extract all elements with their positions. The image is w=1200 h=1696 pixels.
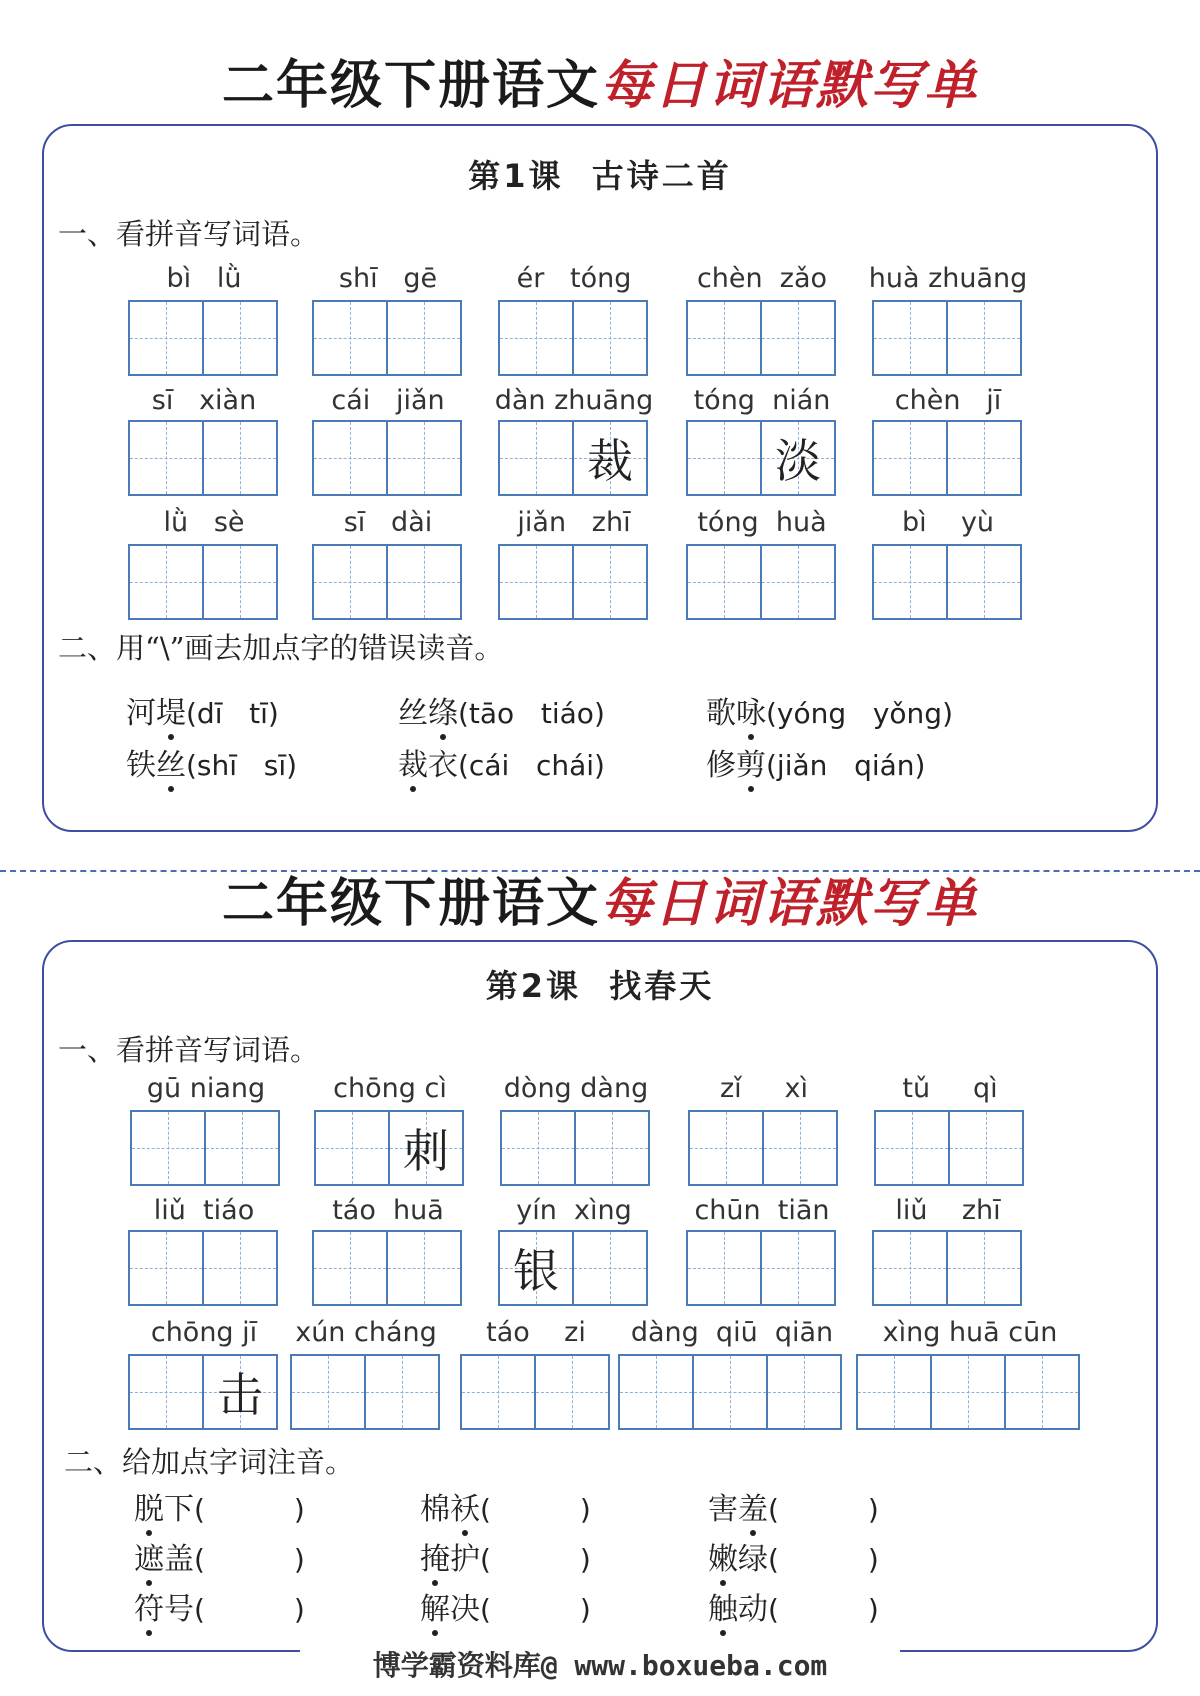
pinyin-label: sī xiàn (151, 385, 257, 416)
pinyin-answer[interactable]: ( ) (194, 1493, 305, 1526)
word-character: 下 (164, 1492, 194, 1527)
writing-cell[interactable] (204, 1110, 280, 1186)
exercise-item (708, 1540, 879, 1580)
writing-cell[interactable] (498, 544, 574, 620)
pinyin-label: jiǎn zhī (517, 507, 631, 538)
writing-cell[interactable] (312, 1230, 388, 1306)
exercise-item (420, 1490, 591, 1530)
writing-cell[interactable] (498, 300, 574, 376)
page-title-2: 二年级下册语文每日词语默写单 (221, 874, 979, 934)
exercise-item (134, 1490, 305, 1530)
writing-cell[interactable] (202, 1354, 278, 1430)
writing-cell[interactable] (686, 420, 762, 496)
writing-cell[interactable] (760, 300, 836, 376)
writing-box-group (688, 1110, 836, 1186)
writing-cell[interactable] (686, 300, 762, 376)
exercise-item (420, 1540, 591, 1580)
writing-cell[interactable] (386, 420, 462, 496)
writing-box-group (500, 1110, 648, 1186)
pinyin-answer[interactable]: (jiǎn qián) (766, 749, 926, 782)
writing-cell[interactable] (202, 544, 278, 620)
writing-cell[interactable] (930, 1354, 1006, 1430)
pinyin-label: bì yù (901, 507, 995, 538)
filled-character: 刺 (403, 1124, 449, 1178)
exercise-item (134, 1540, 305, 1580)
word-character: 害 (708, 1492, 738, 1527)
lesson-2-section-2: 二、给加点字词注音。 (64, 1445, 355, 1479)
writing-cell[interactable] (202, 300, 278, 376)
writing-cell[interactable] (686, 544, 762, 620)
pinyin-label: dàng qiū qiān (630, 1317, 834, 1348)
dotted-character: 咏 (736, 694, 766, 734)
writing-cell[interactable] (692, 1354, 768, 1430)
word-character: 决 (450, 1592, 480, 1627)
pinyin-label: tóng nián (693, 385, 831, 416)
word-character: 丝 (398, 696, 428, 731)
writing-box-group (686, 544, 834, 620)
pinyin-answer[interactable]: (tāo tiáo) (458, 697, 605, 730)
writing-cell[interactable] (202, 420, 278, 496)
writing-box-group (128, 300, 276, 376)
writing-cell[interactable] (290, 1354, 366, 1430)
writing-box-group (498, 1230, 646, 1306)
writing-box-group (498, 300, 646, 376)
writing-box-group (128, 1230, 276, 1306)
writing-cell[interactable] (760, 1230, 836, 1306)
pinyin-label: gū niang (146, 1073, 266, 1104)
writing-cell[interactable] (312, 300, 388, 376)
word-character: 铁 (126, 748, 156, 783)
pinyin-answer[interactable]: ( ) (480, 1493, 591, 1526)
pinyin-label: chōng cì (333, 1073, 447, 1104)
writing-cell[interactable] (946, 420, 1022, 496)
dotted-character: 羞 (738, 1490, 768, 1530)
exercise-item (134, 1590, 305, 1630)
writing-cell[interactable] (762, 1110, 838, 1186)
exercise-item (398, 746, 605, 786)
writing-cell[interactable] (498, 1230, 574, 1306)
writing-box-group (312, 1230, 460, 1306)
writing-box-group (312, 300, 460, 376)
word-character: 盖 (164, 1542, 194, 1577)
page-title-1: 二年级下册语文每日词语默写单 (221, 56, 979, 116)
writing-cell[interactable] (202, 1230, 278, 1306)
writing-cell[interactable] (314, 1110, 390, 1186)
writing-box-group (314, 1110, 462, 1186)
word-character: 号 (164, 1592, 194, 1627)
writing-box-group (290, 1354, 438, 1430)
writing-cell[interactable] (130, 1110, 206, 1186)
word-character: 护 (450, 1542, 480, 1577)
lesson-2-section-1: 一、看拼音写词语。 (58, 1033, 320, 1067)
writing-cell[interactable] (688, 1110, 764, 1186)
dotted-character: 剪 (736, 746, 766, 786)
writing-cell[interactable] (386, 300, 462, 376)
writing-cell[interactable] (364, 1354, 440, 1430)
writing-cell[interactable] (766, 1354, 842, 1430)
writing-cell[interactable] (128, 420, 204, 496)
word-character: 修 (706, 748, 736, 783)
pinyin-answer[interactable]: (shī sī) (186, 749, 298, 782)
dotted-character: 遮 (134, 1540, 164, 1580)
pinyin-label: liǔ zhī (895, 1195, 1001, 1226)
writing-cell[interactable] (686, 1230, 762, 1306)
exercise-item (708, 1590, 879, 1630)
dotted-character: 脱 (134, 1490, 164, 1530)
pinyin-answer[interactable]: ( ) (768, 1593, 879, 1626)
writing-cell[interactable] (572, 300, 648, 376)
writing-cell[interactable] (872, 300, 948, 376)
exercise-item (126, 694, 279, 734)
writing-cell[interactable] (312, 544, 388, 620)
exercise-item (708, 1490, 879, 1530)
filled-character: 银 (513, 1244, 559, 1298)
writing-box-group (128, 544, 276, 620)
writing-cell[interactable] (128, 1230, 204, 1306)
writing-box-group (686, 300, 834, 376)
pinyin-label: yín xìng (516, 1195, 632, 1226)
writing-box-group (460, 1354, 608, 1430)
writing-cell[interactable] (500, 1110, 576, 1186)
writing-box-group (856, 1354, 1078, 1430)
pinyin-label: xún cháng (295, 1317, 437, 1348)
dotted-character: 堤 (156, 694, 186, 734)
pinyin-answer[interactable]: (yóng yǒng) (766, 697, 953, 730)
writing-cell[interactable] (386, 1230, 462, 1306)
writing-box-group (618, 1354, 840, 1430)
exercise-item (420, 1590, 591, 1630)
dotted-character: 袄 (450, 1490, 480, 1530)
writing-cell[interactable] (874, 1110, 950, 1186)
dotted-character: 裁 (398, 746, 428, 786)
writing-cell[interactable] (946, 544, 1022, 620)
pinyin-label: bì lǜ (166, 263, 242, 294)
word-character: 河 (126, 696, 156, 731)
dotted-character: 绦 (428, 694, 458, 734)
writing-box-group (498, 544, 646, 620)
writing-cell[interactable] (386, 544, 462, 620)
pinyin-answer[interactable]: ( ) (480, 1543, 591, 1576)
pinyin-label: sī dài (343, 507, 433, 538)
writing-cell[interactable] (872, 544, 948, 620)
pinyin-label: chōng jī (150, 1317, 258, 1348)
lesson-2-title: 第2课 找春天 (485, 967, 715, 1005)
writing-box-group (872, 300, 1020, 376)
writing-box-group (872, 1230, 1020, 1306)
writing-cell[interactable] (872, 1230, 948, 1306)
pinyin-label: liǔ tiáo (153, 1195, 255, 1226)
writing-box-group (128, 1354, 276, 1430)
writing-cell[interactable] (498, 420, 574, 496)
lesson-1-section-2: 二、用“\”画去加点字的错误读音。 (58, 631, 504, 665)
exercise-item (706, 694, 953, 734)
footer-watermark: 博学霸资料库@ www.boxueba.com (300, 1646, 900, 1686)
pinyin-label: chèn jī (894, 385, 1002, 416)
pinyin-answer[interactable]: (dī tī) (186, 697, 279, 730)
word-character: 衣 (428, 748, 458, 783)
writing-box-group (686, 420, 834, 496)
pinyin-label: chūn tiān (694, 1195, 830, 1226)
exercise-item (706, 746, 925, 786)
writing-box-group (874, 1110, 1022, 1186)
pinyin-label: táo huā (332, 1195, 444, 1226)
pinyin-label: dòng dàng (503, 1073, 649, 1104)
pinyin-answer[interactable]: ( ) (768, 1493, 879, 1526)
pinyin-label: táo zi (486, 1317, 586, 1348)
pinyin-label: tóng huà (697, 507, 827, 538)
lesson-1-title: 第1课 古诗二首 (468, 157, 732, 195)
writing-box-group (130, 1110, 278, 1186)
exercise-item (398, 694, 605, 734)
filled-character: 淡 (775, 434, 821, 488)
pinyin-label: shī gē (338, 263, 438, 294)
word-character: 棉 (420, 1492, 450, 1527)
pinyin-label: chèn zǎo (696, 263, 828, 294)
writing-cell[interactable] (618, 1354, 694, 1430)
writing-cell[interactable] (128, 544, 204, 620)
pinyin-label: cái jiǎn (331, 385, 445, 416)
writing-cell[interactable] (872, 420, 948, 496)
word-character: 歌 (706, 696, 736, 731)
filled-character: 击 (217, 1368, 263, 1422)
writing-cell[interactable] (760, 544, 836, 620)
writing-box-group (312, 420, 460, 496)
pinyin-label: dàn zhuāng (494, 385, 654, 416)
page-divider (0, 870, 1200, 872)
exercise-item (126, 746, 297, 786)
writing-cell[interactable] (572, 1230, 648, 1306)
writing-cell[interactable] (760, 420, 836, 496)
writing-box-group (498, 420, 646, 496)
writing-cell[interactable] (460, 1354, 536, 1430)
writing-box-group (872, 544, 1020, 620)
pinyin-answer[interactable]: ( ) (480, 1593, 591, 1626)
pinyin-answer[interactable]: (cái chái) (458, 749, 605, 782)
pinyin-label: tǔ qì (902, 1073, 998, 1104)
pinyin-label: lǜ sè (163, 507, 245, 538)
writing-cell[interactable] (1004, 1354, 1080, 1430)
dotted-character: 符 (134, 1590, 164, 1630)
writing-box-group (686, 1230, 834, 1306)
writing-cell[interactable] (534, 1354, 610, 1430)
writing-cell[interactable] (946, 300, 1022, 376)
writing-box-group (128, 420, 276, 496)
writing-cell[interactable] (312, 420, 388, 496)
pinyin-answer[interactable]: ( ) (194, 1593, 305, 1626)
pinyin-label: xìng huā cūn (882, 1317, 1058, 1348)
filled-character: 裁 (587, 434, 633, 488)
writing-cell[interactable] (572, 544, 648, 620)
writing-cell[interactable] (572, 420, 648, 496)
pinyin-label: zǐ xì (719, 1073, 809, 1104)
writing-cell[interactable] (574, 1110, 650, 1186)
dotted-character: 掩 (420, 1540, 450, 1580)
dotted-character: 嫩 (708, 1540, 738, 1580)
writing-box-group (312, 544, 460, 620)
writing-cell[interactable] (856, 1354, 932, 1430)
dotted-character: 解 (420, 1590, 450, 1630)
writing-cell[interactable] (946, 1230, 1022, 1306)
writing-box-group (872, 420, 1020, 496)
writing-cell[interactable] (388, 1110, 464, 1186)
pinyin-label: ér tóng (516, 263, 632, 294)
writing-cell[interactable] (128, 300, 204, 376)
word-character: 绿 (738, 1542, 768, 1577)
word-character: 动 (738, 1592, 768, 1627)
writing-cell[interactable] (948, 1110, 1024, 1186)
pinyin-label: huà zhuāng (868, 263, 1028, 294)
dotted-character: 丝 (156, 746, 186, 786)
dotted-character: 触 (708, 1590, 738, 1630)
pinyin-answer[interactable]: ( ) (194, 1543, 305, 1576)
pinyin-answer[interactable]: ( ) (768, 1543, 879, 1576)
lesson-1-section-1: 一、看拼音写词语。 (58, 217, 320, 251)
writing-cell[interactable] (128, 1354, 204, 1430)
